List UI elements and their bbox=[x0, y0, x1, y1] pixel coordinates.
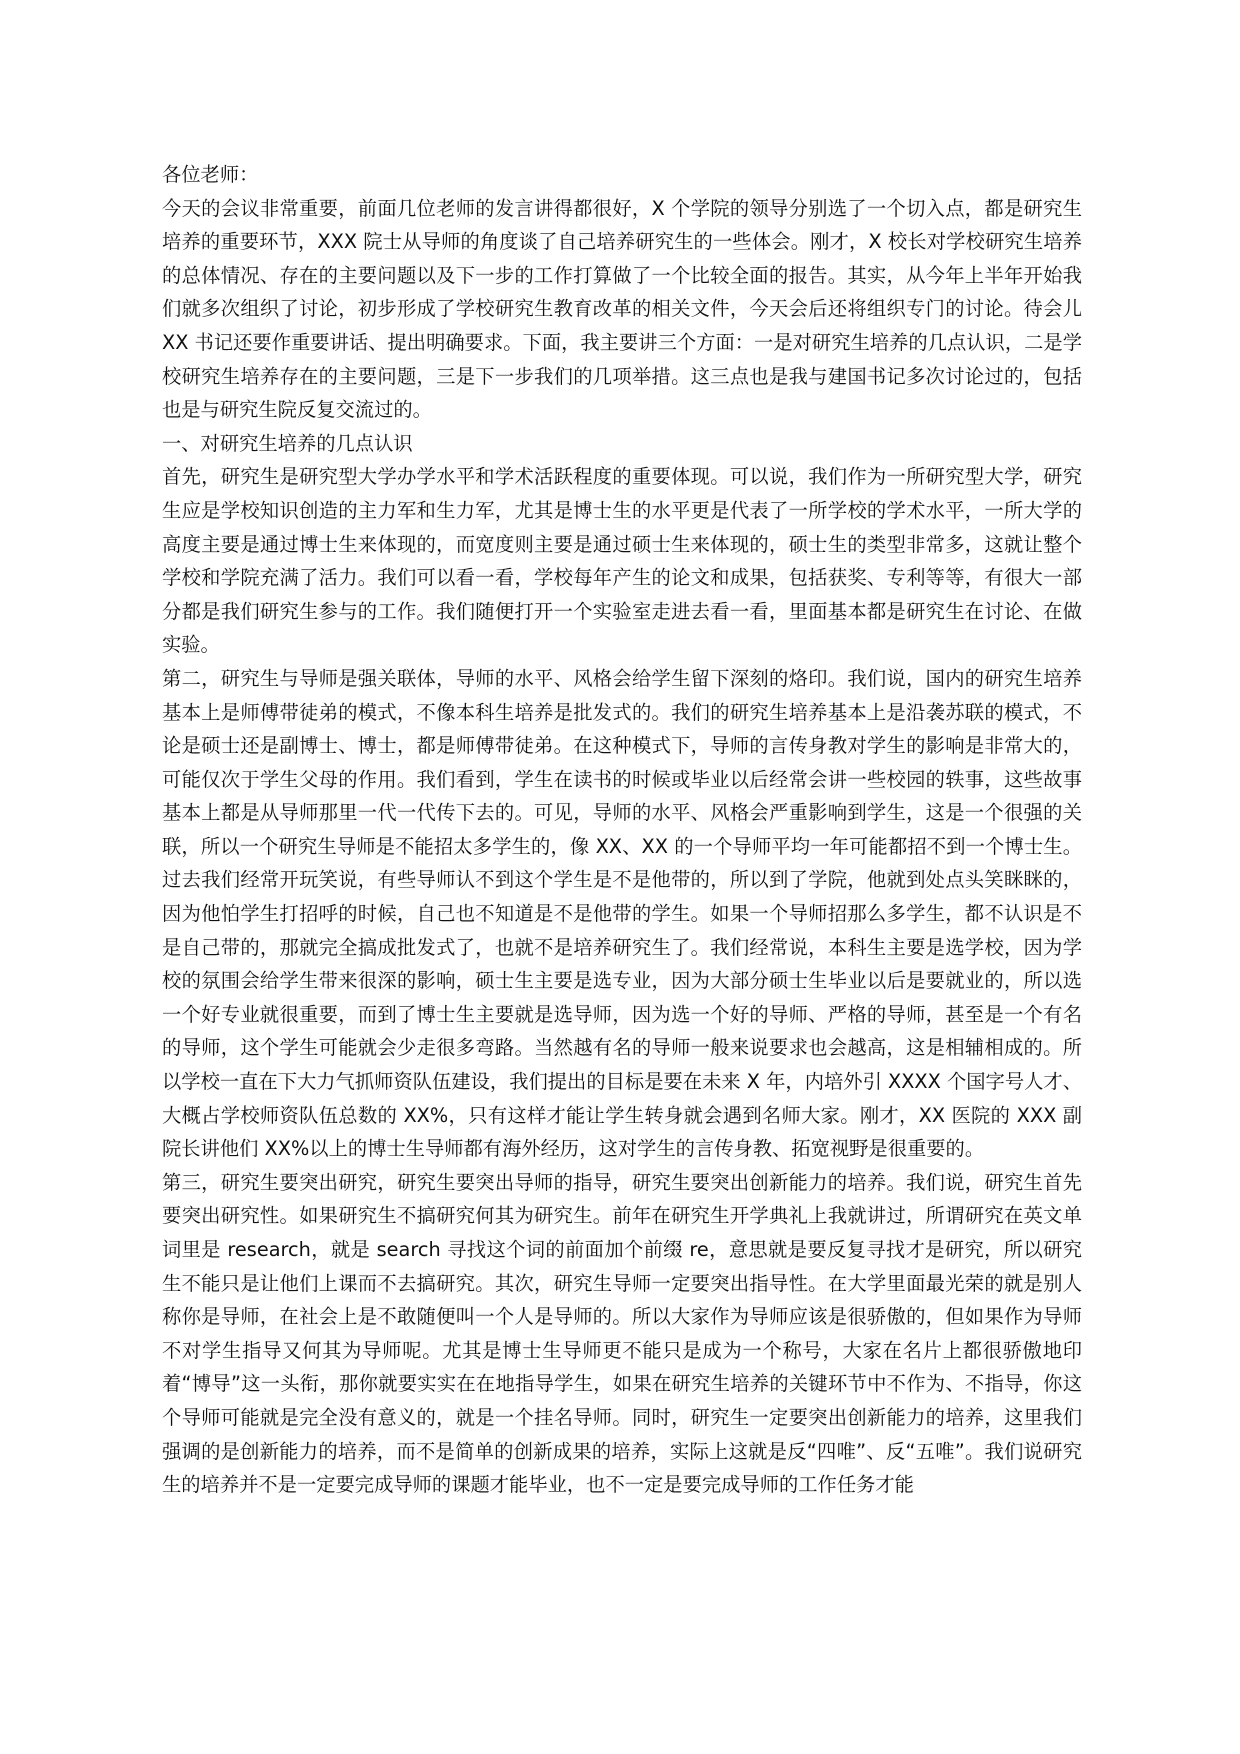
salutation: 各位老师： bbox=[162, 163, 259, 186]
paragraph-second-point: 第二，研究生与导师是强关联体，导师的水平、风格会给学生留下深刻的烙印。我们说，国内的研究生培养基本上是师傅带徒弟的模式，不像本科生培养是批发式的。我们的研究生培养基本上是沿袭苏联的模式，不论是硕士还是副博士、博士，都是师傅带徒弟。在这种模式下，导师的言传身教对学生的影响是非常大的，可能仅次于学生父母的作用。我们看到，学生在读书的时候或毕业以后经常会讲一些校园的轶事，这些故事基本上都是从导师那里一代一代传下去的。可见，导师的水平、风格会严重影响到学生，这是一个很强的关联，所以一个研究生导师是不能招太多学生的，像 XX、XX 的一个导师平均一年可能都招不到一个博士生。过去我们经常开玩笑说，有些导师认不到这个学生是不是他带的，所以到了学院，他就到处点头笑眯眯的，因为他怕学生打招呼的时候，自己也不知道是不是他带的学生。如果一个导师招那么多学生，都不认识是不是自己带的，那就完全搞成批发式了，也就不是培养研究生了。我们经常说，本科生主要是选学校，因为学校的氛围会给学生带来很深的影响，硕士生主要是选专业，因为大部分硕士生毕业以后是要就业的，所以选一个好专业就很重要，而到了博士生主要就是选导师，因为选一个好的导师、严格的导师，甚至是一个有名的导师，这个学生可能就会少走很多弯路。当然越有名的导师一般来说要求也会越高，这是相辅相成的。所以学校一直在下大力气抓师资队伍建设，我们提出的目标是要在未来 X 年，内培外引 XXXX 个国字号人才、大概占学校师资队伍总数的 XX%，只有这样才能让学生转身就会遇到名师大家。刚才，XX 医院的 XXX 副院长讲他们 XX%以上的博士生导师都有海外经历，这对学生的言传身教、拓宽视野是很重要的。 bbox=[162, 666, 1082, 1161]
paragraph-intro: 今天的会议非常重要，前面几位老师的发言讲得都很好，X 个学院的领导分别选了一个切入点，都是研究生培养的重要环节，XXX 院士从导师的角度谈了自己培养研究生的一些体会。刚才，X 校长对学校研究生培养的总体情况、存在的主要问题以及下一步的工作打算做了一个比较全面的报告。其实，从今年上半年开始我们就多次组织了讨论，初步形成了学校研究生教育改革的相关文件，今天会后还将组织专门的讨论。待会儿 XX 书记还要作重要讲话、提出明确要求。下面，我主要讲三个方面：一是对研究生培养的几点认识，二是学校研究生培养存在的主要问题，三是下一步我们的几项举措。这三点也是我与建国书记多次讨论过的，包括也是与研究生院反复交流过的。 bbox=[162, 196, 1082, 422]
document-page bbox=[162, 158, 1082, 1718]
paragraph-first-point: 首先，研究生是研究型大学办学水平和学术活跃程度的重要体现。可以说，我们作为一所研究型大学，研究生应是学校知识创造的主力军和生力军，尤其是博士生的水平更是代表了一所学校的学术水平，一所大学的高度主要是通过博士生来体现的，而宽度则主要是通过硕士生来体现的，硕士生的类型非常多，这就让整个学校和学院充满了活力。我们可以看一看，学校每年产生的论文和成果，包括获奖、专利等等，有很大一部分都是我们研究生参与的工作。我们随便打开一个实验室走进去看一看，里面基本都是研究生在讨论、在做实验。 bbox=[162, 465, 1082, 657]
section-heading: 一、对研究生培养的几点认识 bbox=[162, 431, 413, 455]
paragraph-third-point: 第三，研究生要突出研究，研究生要突出导师的指导，研究生要突出创新能力的培养。我们说，研究生首先要突出研究性。如果研究生不搞研究何其为研究生。前年在研究生开学典礼上我就讲过，所谓研究在英文单词里是 research，就是 search 寻找这个词的前面加个前缀 re，意思就是要反复寻找才是研究，所以研究生不能只是让他们上课而不去搞研究。其次，研究生导师一定要突出指导性。在大学里面最光荣的就是别人称你是导师，在社会上是不敢随便叫一个人是导师的。所以大家作为导师应该是很骄傲的，但如果作为导师不对学生指导又何其为导师呢。尤其是博士生导师更不能只是成为一个称号，大家在名片上都很骄傲地印着“博导”这一头衔，那你就要实实在在地指导学生，如果在研究生培养的关键环节中不作为、不指导，你这个导师可能就是完全没有意义的，就是一个挂名导师。同时，研究生一定要突出创新能力的培养，这里我们强调的是创新能力的培养，而不是简单的创新成果的培养，实际上这就是反“四唯”、反“五唯”。我们说研究生的培养并不是一定要完成导师的课题才能毕业，也不一定是要完成导师的工作任务才能 bbox=[162, 1170, 1082, 1497]
